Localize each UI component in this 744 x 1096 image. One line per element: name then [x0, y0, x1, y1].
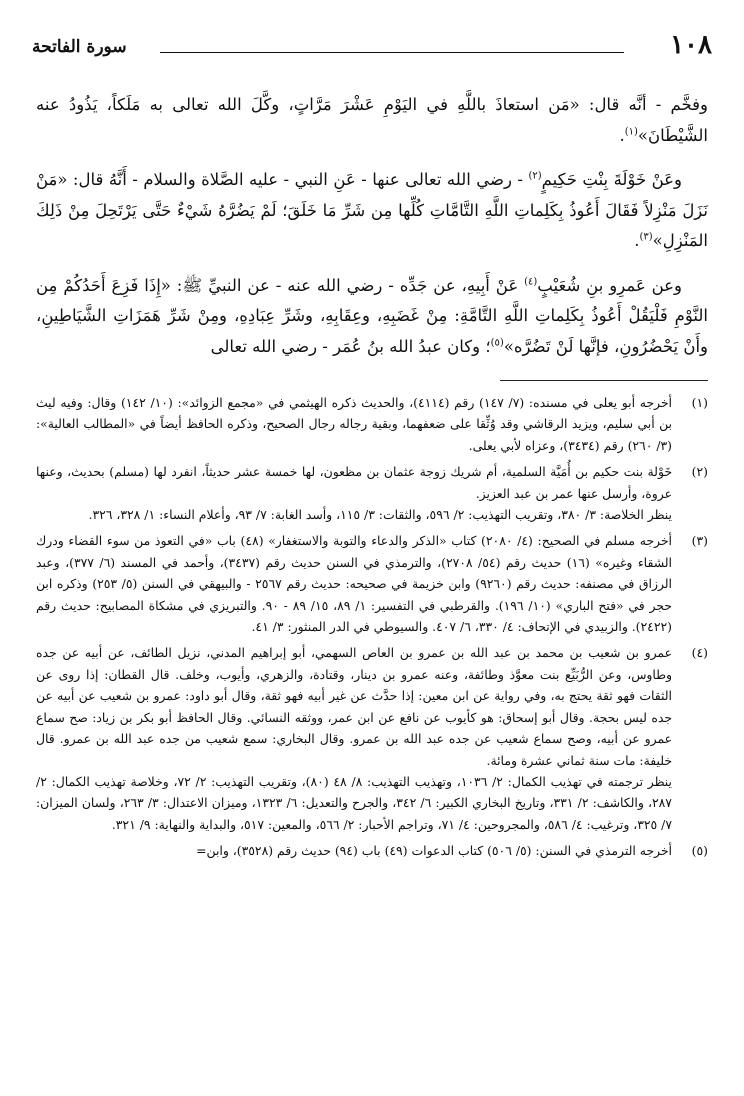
paragraph-2-text: وعَنْ خَوْلَةَ بِنْتِ حَكِيمٍ	[541, 170, 682, 189]
footnote-text: أخرجه مسلم في الصحيح: (٤/ ٢٠٨٠) كتاب «الذكر والدعاء والتوبة والاستغفار» (٤٨) باب «في التعوذ من سوء القضاء ودرك الشقاء وغيره» (١٦) حديث رقم (٥٤/ ٢٧٠٨)، والترمذي في السنن حديث رقم (٣٤٣٧)، وأحمد في المسند (٦/ ٣٧٧)، وعبد الرزاق في مصنفه: حديث رقم (٩٢٦٠) وابن خزيمة في صحيحه: حديث رقم ٢٥٦٧ - والبيهقي في السنن (٥/ ٢٥٣) وذكره ابن حجر في «فتح الباري» (١٠/ ١٩٦). والقرطبي في التفسير: ١/ ٨٩، ١٥/ ٨٩ - ٩٠. والتبريزي في مشكاة المصابيح: حديث رقم (٢٤٢٢). والزبيدي في الإتحاف: ٤/ ٣٣٠، ٦/ ٤٠٧. والسيوطي في الدر المنثور: ٣/ ٤١.	[36, 533, 673, 635]
page-number: ١٠٨	[670, 30, 712, 60]
paragraph-3-text-b: عَنْ أَبِيهِ، عن جَدِّه - رضي الله عنه - عن النبيِّ ﷺ: «إِذَا فَزِعَ أَحَدُكُمْ مِن النَّوْمِ فَلْيَقُلْ أَعُوذُ بِكَلِماتِ اللَّهِ التَّامَّةِ: مِنْ غَضَبِهِ، وعِقَابِهِ، وشَرِّ عِبَادِهِ، ومِنْ شَرِّ هَمَزَاتِ الشَّيَاطِينِ، وأَنْ يَحْضُرُونِ، فإنَّها لَنْ تَضُرَّه»	[36, 275, 708, 356]
footnote-number: (١)	[691, 395, 708, 410]
footnote-ref-5: (٥)	[490, 337, 504, 348]
footnote-ref-3: (٣)	[639, 231, 653, 243]
footnote-number: (٢)	[691, 464, 708, 480]
paragraph-1	[36, 90, 708, 151]
footnote-text: خَوْلة بنت حكيم بن أُمَيَّة السلمية، أم شريك زوجة عثمان بن مظعون، لها خمسة عشر حديثاً، انفرد لها (مسلم) بحديث، وعنها عروة، وأرسل عنها عمر بن عبد العزيز.	[36, 464, 672, 501]
footnote-ref-1: (١)	[624, 126, 638, 137]
paragraph-3-text: وعن عَمرِو بنِ شُعَيْبٍ	[537, 275, 682, 295]
footnote-number: (٣)	[691, 533, 708, 549]
footnote-number: (٥)	[691, 843, 708, 859]
footnote-references: ينظر الخلاصة: ٣/ ٣٨٠، وتقريب التهذيب: ٢/ ٥٩٦، والثقات: ٣/ ١١٥، وأسد الغابة: ٧/ ٩٣، وأعلام النساء: ١/ ٣٢٨، ٣٢٦.	[88, 507, 672, 523]
main-text	[36, 90, 708, 376]
footnote-text: عمرو بن شعيب بن محمد بن عبد الله بن عمرو بن العاص السهمي، أبو إبراهيم المدني، نزيل الطائف، عن أبيه عن جده وطاوس، وعن الرُّبَيِّع بنت معوَّذ وطائفة، وعنه عمرو بن دينار، وقتادة، والزهري، وأيوب، وخلف. قال القطان: إذا روى عن الثقات فهو ثقة يحتج به، وفي رواية عن ابن معين: إذا حدَّث عن غير أبيه فهو ثقة، وقال أبو داود: عمرو بن شعيب عن أبيه عن جده ليس بحجة. وقال أبو إسحاق: هو كأيوب عن نافع عن ابن عمر، ووثقه النسائي. وقال الحافظ أبو بكر بن زياد: صح سماع عمرو عن أبيه، وصح سماع شعيب عن جده عبد الله بن عمرو. وقال البخاري: سمع شعيب من جده عبد الله بن عمرو. قال خليفة: مات سنة ثماني عشرة ومائة.	[36, 645, 672, 768]
footnote-4	[36, 642, 708, 835]
footnotes	[36, 392, 708, 867]
footnote-3	[36, 530, 708, 637]
footnote-references: ينظر ترجمته في تهذيب الكمال: ٢/ ١٠٣٦، وتهذيب التهذيب: ٨/ ٤٨ (٨٠)، وتقريب التهذيب: ٢/ ٧٢، وخلاصة تهذيب الكمال: ٢/ ٢٨٧، والكاشف: ٢/ ٣٣١، وتاريخ البخاري الكبير: ٦/ ٣٤٢، والجرح والتعديل: ٦/ ١٣٢٣، وميزان الاعتدال: ٣/ ٢٦٣، ولسان الميزان: ٧/ ٣٢٥، وترغيب: ٤/ ٥٨٦، والمجروحين: ٤/ ٧١، وتراجم الأحبار: ٢/ ٥٦٦، والمعين: ٥١٧، والبداية والنهاية: ٩/ ٣٢١.	[36, 773, 672, 832]
paragraph-1-end: .	[619, 125, 625, 145]
footnote-text: أخرجه الترمذي في السنن: (٥/ ٥٠٦) كتاب الدعوات (٤٩) باب (٩٤) حديث رقم (٣٥٢٨)، وابن=	[196, 843, 672, 859]
paragraph-3-text-c: ؛ وكان عبدُ الله بنُ عُمَر - رضي الله تعالى	[210, 336, 491, 356]
footnote-separator	[500, 380, 708, 381]
paragraph-2	[36, 165, 708, 257]
footnote-5	[36, 840, 708, 861]
paragraph-3	[36, 271, 708, 363]
footnote-1	[36, 392, 708, 456]
paragraph-1-text: وفخَّم - أنَّه قال: «مَن استعاذَ باللَّهِ في اليَوْمِ عَشْرَ مَرَّاتٍ، وكَّلَ الله تعالى به مَلَكاً، يَذُودُ عنه الشَّيْطَانَ»	[36, 95, 708, 145]
footnote-number: (٤)	[691, 645, 708, 661]
footnote-text: أخرجه أبو يعلى في مسنده: (٧/ ١٤٧) رقم (٤١١٤)، والحديث ذكره الهيثمي في «مجمع الزوائد»: (١٠/ ١٤٢) وقال: وفيه ليث بن أبي سليم، ويزيد الرقاشي وقد وُثِّقا على ضعفهما، وبقية رجاله رجال الصحيح، وذكره الحافظ أيضاً في «المطالب العالية»: (٣/ ٢٦٠) رقم (٣٤٣٤)، وعزاه لأبي يعلى.	[36, 395, 672, 453]
footnote-2	[36, 461, 708, 525]
footnote-ref-4: (٤)	[524, 276, 538, 287]
running-head	[32, 30, 712, 64]
footnote-ref-2: (٢)	[528, 170, 542, 182]
surah-title: سورة الفاتحة	[32, 37, 127, 57]
header-rule	[160, 52, 624, 53]
paragraph-2-text-b: - رضي الله تعالى عنها - عَنِ النبي - عليه الصَّلاة والسلام - أَنَّهُ قال: «مَنْ نَزَلَ مَنْزِلاً فَقَالَ أَعُوذُ بِكَلِماتِ اللَّهِ التَّامَّاتِ كُلِّها مِن شَرِّ مَا خَلَقَ؛ لَمْ يَضُرَّهُ شَيْءٌ حَتَّى يَرْتَحِلَ مِنْ ذَلِكَ المَنْزِلِ»	[36, 170, 708, 250]
paragraph-2-end: .	[634, 231, 640, 250]
